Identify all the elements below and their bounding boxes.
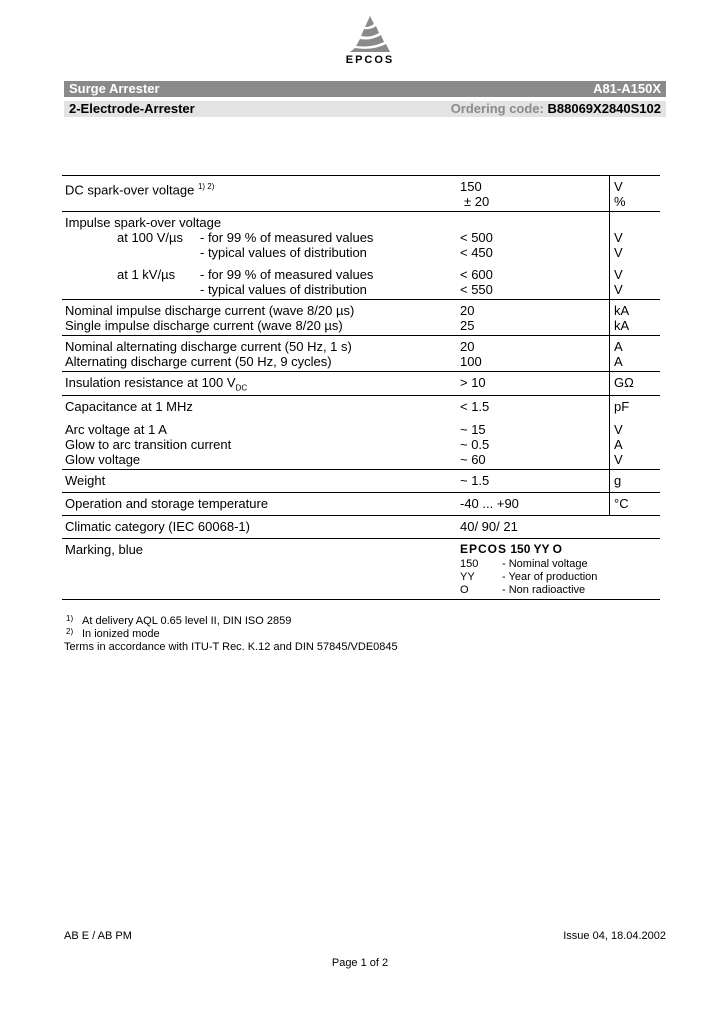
subtitle-bar xyxy=(64,101,666,117)
unit: A xyxy=(614,437,623,452)
spec-row xyxy=(62,230,660,245)
condition-label: - for 99 % of measured values xyxy=(200,230,374,245)
footnotes xyxy=(64,615,398,654)
spec-row xyxy=(62,303,660,318)
value: 20 xyxy=(460,303,475,318)
value: < 1.5 xyxy=(460,399,490,414)
spec-row xyxy=(62,267,660,282)
group-ac-discharge xyxy=(62,335,660,371)
unit: g xyxy=(614,473,622,488)
footnote-text: In ionized mode xyxy=(82,628,160,640)
value: ~ 1.5 xyxy=(460,473,490,488)
value: < 450 xyxy=(460,245,493,260)
spec-row xyxy=(62,339,660,354)
marking-legend-row xyxy=(62,571,660,584)
footnote-1 xyxy=(64,615,398,628)
footnote-mark: 1) xyxy=(66,614,74,623)
department: AB E / AB PM xyxy=(64,930,132,942)
param-label: Glow to arc transition current xyxy=(65,437,232,452)
unit: GΩ xyxy=(614,375,634,390)
unit: V xyxy=(614,230,623,245)
spec-row xyxy=(62,215,660,230)
group-weight xyxy=(62,469,660,492)
spec-row xyxy=(62,282,660,297)
value: ~ 60 xyxy=(460,452,486,467)
unit: A xyxy=(614,354,623,369)
param-label: Single impulse discharge current (wave 8/20 µs) xyxy=(65,318,343,333)
value: -40 ... +90 xyxy=(460,496,519,511)
unit: V xyxy=(614,245,623,260)
footnote-text: At delivery AQL 0.65 level II, DIN ISO 2859 xyxy=(82,615,292,627)
group-insulation xyxy=(62,371,660,395)
group-impulse-discharge xyxy=(62,299,660,335)
legend-desc: - Year of production xyxy=(502,571,598,583)
spec-row xyxy=(62,496,660,513)
epcos-triangle-icon xyxy=(344,14,396,54)
value: 100 xyxy=(460,354,482,369)
footnote-2 xyxy=(64,628,398,641)
param-label: DC spark-over voltage xyxy=(65,182,195,198)
rate-label: at 1 kV/µs xyxy=(117,267,176,282)
epcos-logo xyxy=(330,14,410,70)
spec-row xyxy=(62,437,660,452)
unit: % xyxy=(614,194,626,209)
value: ~ 0.5 xyxy=(460,437,490,452)
param-label: Weight xyxy=(65,473,106,488)
spec-row xyxy=(62,194,660,209)
unit: °C xyxy=(614,496,629,511)
unit: V xyxy=(614,422,623,437)
group-climatic xyxy=(62,515,660,538)
legend-key: YY xyxy=(460,571,475,583)
value: < 500 xyxy=(460,230,493,245)
terms-note: Terms in accordance with ITU-T Rec. K.12 and DIN 57845/VDE0845 xyxy=(64,641,398,653)
spec-row xyxy=(62,318,660,333)
unit: kA xyxy=(614,318,630,333)
value: 40/ 90/ 21 xyxy=(460,519,518,534)
value: > 10 xyxy=(460,375,486,390)
value: 150 xyxy=(460,179,482,194)
marking-legend-row xyxy=(62,584,660,597)
value: < 600 xyxy=(460,267,493,282)
spec-row xyxy=(62,375,660,393)
marking-brand: EPCOS xyxy=(460,542,508,556)
unit: pF xyxy=(614,399,630,414)
spec-row xyxy=(62,542,660,558)
group-dc-spark xyxy=(62,175,660,211)
product-subtitle: 2-Electrode-Arrester xyxy=(69,101,195,116)
group-marking xyxy=(62,538,660,600)
spec-row xyxy=(62,519,660,536)
marking-legend-row xyxy=(62,558,660,571)
marking-code xyxy=(460,542,562,557)
unit: V xyxy=(614,179,623,194)
ordering-code xyxy=(451,101,661,117)
param-label: Alternating discharge current (50 Hz, 9 cycles) xyxy=(65,354,332,369)
param-label: Marking, blue xyxy=(65,542,144,557)
value: ~ 15 xyxy=(460,422,486,437)
spec-row xyxy=(62,354,660,369)
condition-label: - typical values of distribution xyxy=(200,282,367,297)
condition-label: - for 99 % of measured values xyxy=(200,267,374,282)
group-impulse-spark xyxy=(62,211,660,299)
issue-date: Issue 04, 18.04.2002 xyxy=(563,930,666,942)
group-capacitance xyxy=(62,395,660,469)
legend-key: 150 xyxy=(460,558,479,570)
spec-table xyxy=(62,175,660,600)
spec-row xyxy=(62,452,660,467)
spec-row xyxy=(62,179,660,198)
unit: V xyxy=(614,282,623,297)
param-label: Operation and storage temperature xyxy=(65,496,269,511)
footnote-mark: 2) xyxy=(66,627,74,636)
param-label: Capacitance at 1 MHz xyxy=(65,399,193,414)
value: 25 xyxy=(460,318,475,333)
spec-row xyxy=(62,422,660,437)
title-bar xyxy=(64,81,666,97)
unit: V xyxy=(614,267,623,282)
subscript: DC xyxy=(235,383,248,393)
ordering-code-value: B88069X2840S102 xyxy=(547,101,661,116)
logo-text: EPCOS xyxy=(345,54,395,66)
footnote-ref: 1) 2) xyxy=(197,182,215,191)
product-type: Surge Arrester xyxy=(69,81,160,96)
spec-row xyxy=(62,399,660,414)
ordering-label: Ordering code: xyxy=(450,101,544,116)
value: 20 xyxy=(460,339,475,354)
param-label: Insulation resistance at 100 V xyxy=(65,375,236,390)
param-label: Impulse spark-over voltage xyxy=(65,215,222,230)
unit: V xyxy=(614,452,623,467)
value: ± 20 xyxy=(464,194,490,209)
unit: A xyxy=(614,339,623,354)
unit: kA xyxy=(614,303,630,318)
marking-value: 150 YY O xyxy=(510,542,562,556)
condition-label: - typical values of distribution xyxy=(200,245,367,260)
group-temperature xyxy=(62,492,660,515)
rate-label: at 100 V/µs xyxy=(117,230,184,245)
param-label: Arc voltage at 1 A xyxy=(65,422,167,437)
legend-key: O xyxy=(460,584,469,596)
product-code: A81-A150X xyxy=(593,81,661,96)
param-label: Climatic category (IEC 60068-1) xyxy=(65,519,250,534)
spec-row xyxy=(62,473,660,490)
legend-desc: - Nominal voltage xyxy=(502,558,588,570)
param-label: Nominal alternating discharge current (50 Hz, 1 s) xyxy=(65,339,352,354)
value: < 550 xyxy=(460,282,493,297)
param-label: Glow voltage xyxy=(65,452,141,467)
param-label: Nominal impulse discharge current (wave 8/20 µs) xyxy=(65,303,355,318)
page-number: Page 1 of 2 xyxy=(331,957,389,969)
spec-row xyxy=(62,245,660,260)
legend-desc: - Non radioactive xyxy=(502,584,586,596)
